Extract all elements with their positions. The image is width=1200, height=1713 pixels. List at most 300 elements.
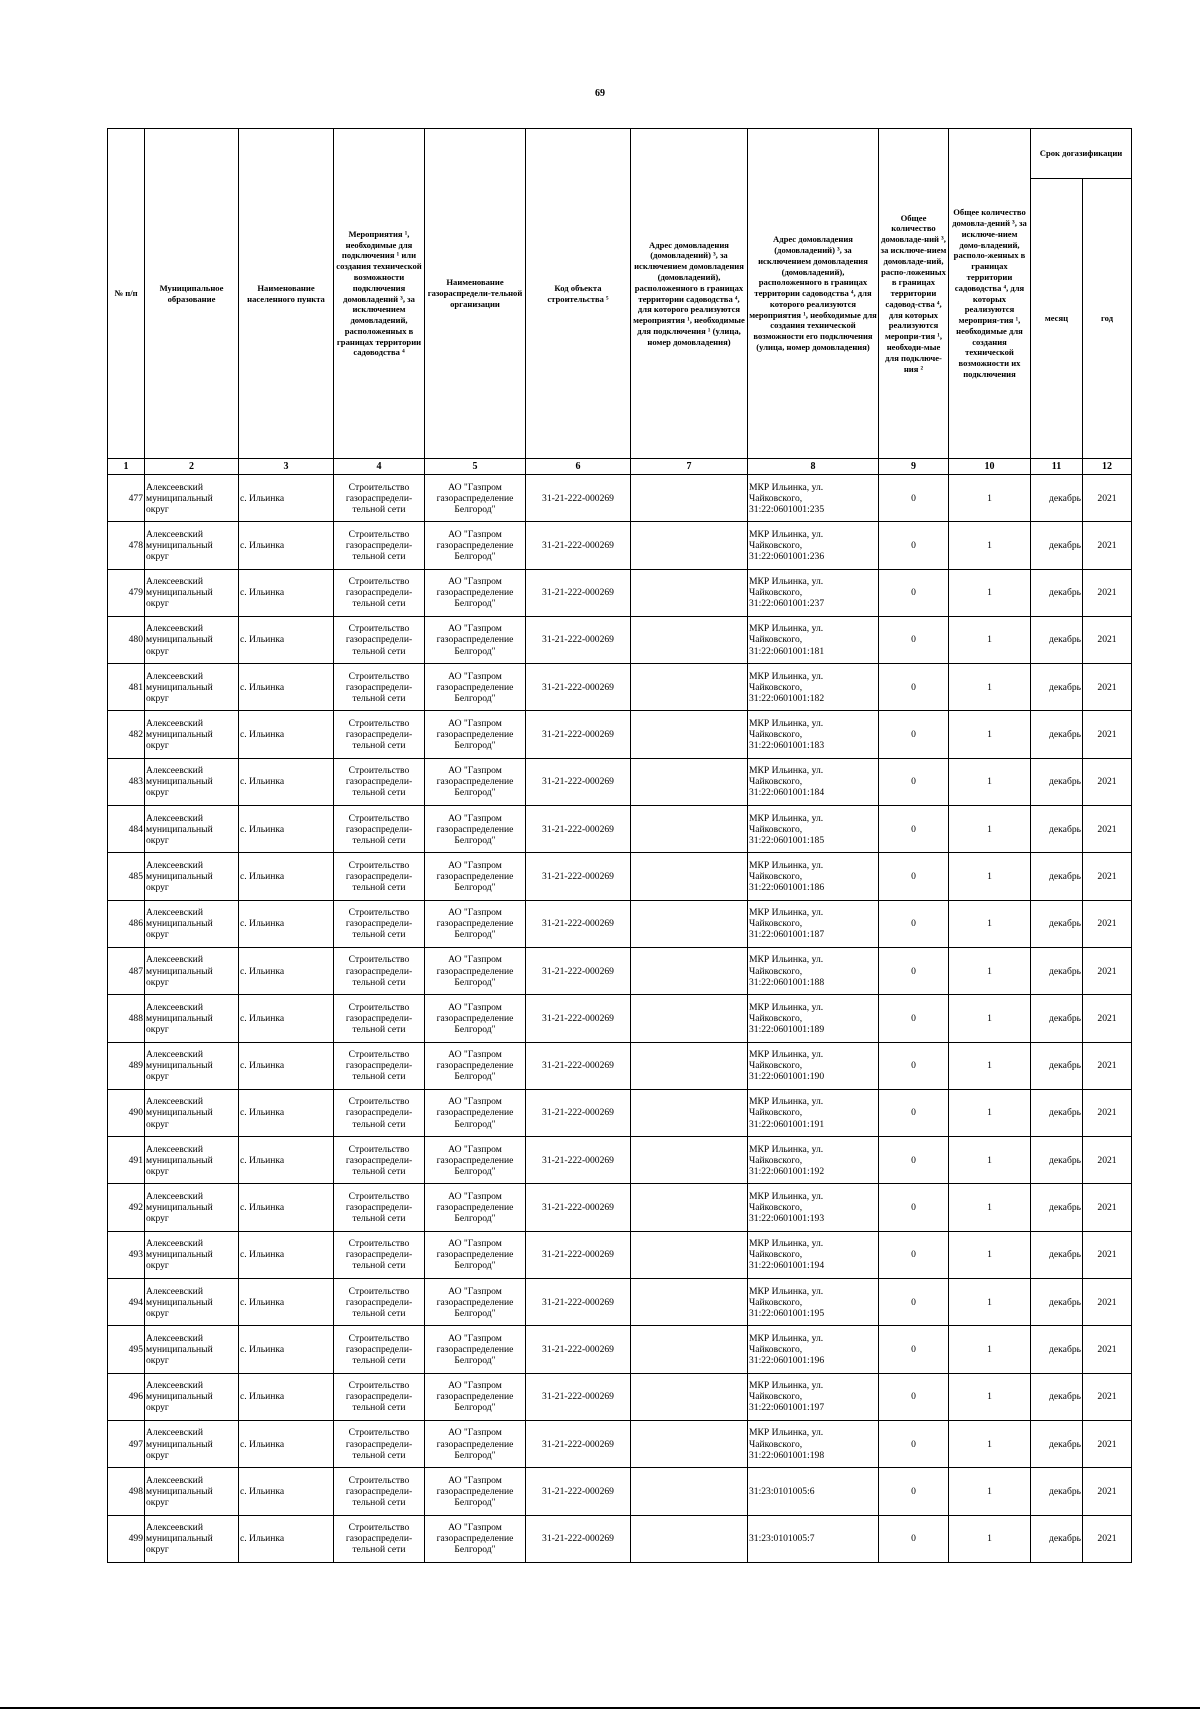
address-no-garden-cell (631, 1184, 748, 1231)
table-row (108, 1373, 1132, 1420)
count-no-garden-cell: 0 (879, 900, 949, 947)
gasification-table (107, 128, 1132, 1563)
municipality-cell: Алексеевский муниципальный округ (145, 475, 239, 522)
municipality-cell: Алексеевский муниципальный округ (145, 711, 239, 758)
row-number: 484 (108, 806, 145, 853)
count-no-garden-cell: 0 (879, 853, 949, 900)
address-garden-cell: МКР Ильинка, ул. Чайковского, 31:22:0601001:181 (748, 616, 879, 663)
count-garden-cell: 1 (949, 522, 1031, 569)
month-cell: декабрь (1031, 995, 1083, 1042)
address-garden-cell: МКР Ильинка, ул. Чайковского, 31:22:0601001:185 (748, 806, 879, 853)
gas-org-cell: АО "Газпром газораспределение Белгород" (425, 1373, 526, 1420)
address-garden-cell: МКР Ильинка, ул. Чайковского, 31:22:0601001:183 (748, 711, 879, 758)
column-number-row (108, 459, 1132, 475)
gas-org-cell: АО "Газпром газораспределение Белгород" (425, 664, 526, 711)
count-garden-cell: 1 (949, 1089, 1031, 1136)
object-code-cell: 31-21-222-000269 (526, 616, 631, 663)
gas-org-cell: АО "Газпром газораспределение Белгород" (425, 522, 526, 569)
table-row (108, 1515, 1132, 1562)
count-no-garden-cell: 0 (879, 1042, 949, 1089)
month-cell: декабрь (1031, 1420, 1083, 1467)
gas-org-cell: АО "Газпром газораспределение Белгород" (425, 1468, 526, 1515)
gas-org-cell: АО "Газпром газораспределение Белгород" (425, 711, 526, 758)
count-garden-cell: 1 (949, 616, 1031, 663)
month-cell: декабрь (1031, 1515, 1083, 1562)
settlement-cell: с. Ильинка (239, 806, 334, 853)
column-number: 10 (949, 459, 1031, 475)
municipality-cell: Алексеевский муниципальный округ (145, 1373, 239, 1420)
table-row (108, 664, 1132, 711)
count-no-garden-cell: 0 (879, 758, 949, 805)
settlement-cell: с. Ильинка (239, 947, 334, 994)
address-garden-cell: МКР Ильинка, ул. Чайковского, 31:22:0601001:198 (748, 1420, 879, 1467)
month-cell: декабрь (1031, 1326, 1083, 1373)
object-code-cell: 31-21-222-000269 (526, 1373, 631, 1420)
object-code-cell: 31-21-222-000269 (526, 522, 631, 569)
year-cell: 2021 (1083, 1420, 1132, 1467)
count-no-garden-cell: 0 (879, 806, 949, 853)
year-cell: 2021 (1083, 995, 1132, 1042)
address-no-garden-cell (631, 1468, 748, 1515)
municipality-cell: Алексеевский муниципальный округ (145, 522, 239, 569)
table-row (108, 806, 1132, 853)
activity-cell: Строительство газораспредели-тельной сети (334, 758, 425, 805)
address-garden-cell: МКР Ильинка, ул. Чайковского, 31:22:0601001:197 (748, 1373, 879, 1420)
table-body (108, 475, 1132, 1563)
table-row (108, 1231, 1132, 1278)
settlement-cell: с. Ильинка (239, 1184, 334, 1231)
table-row (108, 475, 1132, 522)
month-cell: декабрь (1031, 1468, 1083, 1515)
settlement-cell: с. Ильинка (239, 1326, 334, 1373)
address-no-garden-cell (631, 475, 748, 522)
address-garden-cell: МКР Ильинка, ул. Чайковского, 31:22:0601001:186 (748, 853, 879, 900)
gas-org-cell: АО "Газпром газораспределение Белгород" (425, 853, 526, 900)
year-cell: 2021 (1083, 1468, 1132, 1515)
table-row (108, 1326, 1132, 1373)
gas-org-cell: АО "Газпром газораспределение Белгород" (425, 758, 526, 805)
table-row (108, 569, 1132, 616)
municipality-cell: Алексеевский муниципальный округ (145, 1089, 239, 1136)
address-no-garden-cell (631, 995, 748, 1042)
column-number: 9 (879, 459, 949, 475)
municipality-cell: Алексеевский муниципальный округ (145, 1420, 239, 1467)
activity-cell: Строительство газораспредели-тельной сети (334, 711, 425, 758)
address-no-garden-cell (631, 947, 748, 994)
gas-org-cell: АО "Газпром газораспределение Белгород" (425, 1089, 526, 1136)
address-garden-cell: 31:23:0101005:6 (748, 1468, 879, 1515)
gas-org-cell: АО "Газпром газораспределение Белгород" (425, 900, 526, 947)
activity-cell: Строительство газораспредели-тельной сети (334, 853, 425, 900)
activity-cell: Строительство газораспредели-тельной сети (334, 569, 425, 616)
activity-cell: Строительство газораспредели-тельной сети (334, 1042, 425, 1089)
activity-cell: Строительство газораспредели-тельной сети (334, 1515, 425, 1562)
municipality-cell: Алексеевский муниципальный округ (145, 1468, 239, 1515)
year-cell: 2021 (1083, 1184, 1132, 1231)
address-garden-cell: МКР Ильинка, ул. Чайковского, 31:22:0601001:196 (748, 1326, 879, 1373)
address-no-garden-cell (631, 1326, 748, 1373)
count-no-garden-cell: 0 (879, 1515, 949, 1562)
header-term: Срок догазификации (1031, 129, 1132, 179)
object-code-cell: 31-21-222-000269 (526, 1137, 631, 1184)
header-activity: Мероприятия ¹, необходимые для подключения ¹ или создания технической возможности подключения домовладений ³, за исключением домовладений, расположенных в границах территории садоводства ⁴ (334, 129, 425, 459)
municipality-cell: Алексеевский муниципальный округ (145, 947, 239, 994)
row-number: 494 (108, 1279, 145, 1326)
column-number: 3 (239, 459, 334, 475)
month-cell: декабрь (1031, 616, 1083, 663)
address-garden-cell: МКР Ильинка, ул. Чайковского, 31:22:0601001:188 (748, 947, 879, 994)
table-row (108, 1137, 1132, 1184)
count-no-garden-cell: 0 (879, 1373, 949, 1420)
table-row (108, 947, 1132, 994)
count-no-garden-cell: 0 (879, 616, 949, 663)
header-count-no-garden: Общее количество домовладе-ний ³, за исключе-нием домовладе-ний, распо-ложенных в границах территории садовод-ства ⁴, для которых реализуются меропри-тия ¹, необходи-мые для подключе-ния ² (879, 129, 949, 459)
address-garden-cell: МКР Ильинка, ул. Чайковского, 31:22:0601001:194 (748, 1231, 879, 1278)
gas-org-cell: АО "Газпром газораспределение Белгород" (425, 1326, 526, 1373)
count-garden-cell: 1 (949, 1184, 1031, 1231)
municipality-cell: Алексеевский муниципальный округ (145, 1231, 239, 1278)
year-cell: 2021 (1083, 569, 1132, 616)
gas-org-cell: АО "Газпром газораспределение Белгород" (425, 995, 526, 1042)
month-cell: декабрь (1031, 475, 1083, 522)
year-cell: 2021 (1083, 664, 1132, 711)
address-no-garden-cell (631, 664, 748, 711)
address-garden-cell: МКР Ильинка, ул. Чайковского, 31:22:0601001:236 (748, 522, 879, 569)
month-cell: декабрь (1031, 522, 1083, 569)
count-garden-cell: 1 (949, 995, 1031, 1042)
gas-org-cell: АО "Газпром газораспределение Белгород" (425, 1515, 526, 1562)
row-number: 478 (108, 522, 145, 569)
object-code-cell: 31-21-222-000269 (526, 947, 631, 994)
count-garden-cell: 1 (949, 900, 1031, 947)
object-code-cell: 31-21-222-000269 (526, 664, 631, 711)
object-code-cell: 31-21-222-000269 (526, 711, 631, 758)
year-cell: 2021 (1083, 1042, 1132, 1089)
year-cell: 2021 (1083, 616, 1132, 663)
count-garden-cell: 1 (949, 1373, 1031, 1420)
municipality-cell: Алексеевский муниципальный округ (145, 1042, 239, 1089)
table-row (108, 1420, 1132, 1467)
year-cell: 2021 (1083, 1279, 1132, 1326)
count-garden-cell: 1 (949, 1515, 1031, 1562)
row-number: 488 (108, 995, 145, 1042)
municipality-cell: Алексеевский муниципальный округ (145, 1279, 239, 1326)
count-garden-cell: 1 (949, 1137, 1031, 1184)
count-garden-cell: 1 (949, 1042, 1031, 1089)
month-cell: декабрь (1031, 1184, 1083, 1231)
address-no-garden-cell (631, 1089, 748, 1136)
settlement-cell: с. Ильинка (239, 995, 334, 1042)
activity-cell: Строительство газораспредели-тельной сети (334, 1326, 425, 1373)
month-cell: декабрь (1031, 900, 1083, 947)
count-garden-cell: 1 (949, 853, 1031, 900)
year-cell: 2021 (1083, 758, 1132, 805)
address-no-garden-cell (631, 1279, 748, 1326)
count-garden-cell: 1 (949, 475, 1031, 522)
address-garden-cell: МКР Ильинка, ул. Чайковского, 31:22:0601001:191 (748, 1089, 879, 1136)
row-number: 493 (108, 1231, 145, 1278)
gas-org-cell: АО "Газпром газораспределение Белгород" (425, 1184, 526, 1231)
settlement-cell: с. Ильинка (239, 758, 334, 805)
month-cell: декабрь (1031, 853, 1083, 900)
activity-cell: Строительство газораспредели-тельной сети (334, 1420, 425, 1467)
row-number: 499 (108, 1515, 145, 1562)
address-no-garden-cell (631, 1515, 748, 1562)
table-row (108, 995, 1132, 1042)
year-cell: 2021 (1083, 1089, 1132, 1136)
count-no-garden-cell: 0 (879, 664, 949, 711)
object-code-cell: 31-21-222-000269 (526, 569, 631, 616)
count-no-garden-cell: 0 (879, 569, 949, 616)
year-cell: 2021 (1083, 1373, 1132, 1420)
gas-org-cell: АО "Газпром газораспределение Белгород" (425, 1279, 526, 1326)
gas-org-cell: АО "Газпром газораспределение Белгород" (425, 947, 526, 994)
address-no-garden-cell (631, 1231, 748, 1278)
header-settlement: Наименование населенного пункта (239, 129, 334, 459)
address-no-garden-cell (631, 1373, 748, 1420)
column-number: 2 (145, 459, 239, 475)
table-row (108, 616, 1132, 663)
column-number: 7 (631, 459, 748, 475)
address-garden-cell: МКР Ильинка, ул. Чайковского, 31:22:0601001:182 (748, 664, 879, 711)
page-number: 69 (595, 88, 605, 99)
municipality-cell: Алексеевский муниципальный округ (145, 900, 239, 947)
header-count-garden: Общее количество домовла-дений ³, за исключе-нием домо-владений, располо-женных в границах территории садоводства ⁴, для которых реализуются мероприя-тия ¹, необходимые для создания технической возможности их подключения (949, 129, 1031, 459)
object-code-cell: 31-21-222-000269 (526, 853, 631, 900)
year-cell: 2021 (1083, 522, 1132, 569)
table-row (108, 1279, 1132, 1326)
settlement-cell: с. Ильинка (239, 853, 334, 900)
object-code-cell: 31-21-222-000269 (526, 806, 631, 853)
address-no-garden-cell (631, 569, 748, 616)
object-code-cell: 31-21-222-000269 (526, 1468, 631, 1515)
table-row (108, 1184, 1132, 1231)
settlement-cell: с. Ильинка (239, 1089, 334, 1136)
settlement-cell: с. Ильинка (239, 569, 334, 616)
row-number: 495 (108, 1326, 145, 1373)
settlement-cell: с. Ильинка (239, 1231, 334, 1278)
activity-cell: Строительство газораспредели-тельной сети (334, 806, 425, 853)
row-number: 490 (108, 1089, 145, 1136)
month-cell: декабрь (1031, 1231, 1083, 1278)
year-cell: 2021 (1083, 1231, 1132, 1278)
month-cell: декабрь (1031, 569, 1083, 616)
count-no-garden-cell: 0 (879, 1279, 949, 1326)
settlement-cell: с. Ильинка (239, 1515, 334, 1562)
month-cell: декабрь (1031, 1373, 1083, 1420)
row-number: 491 (108, 1137, 145, 1184)
header-year: год (1083, 179, 1132, 459)
month-cell: декабрь (1031, 806, 1083, 853)
activity-cell: Строительство газораспредели-тельной сети (334, 522, 425, 569)
row-number: 482 (108, 711, 145, 758)
municipality-cell: Алексеевский муниципальный округ (145, 1515, 239, 1562)
count-no-garden-cell: 0 (879, 1326, 949, 1373)
table-row (108, 853, 1132, 900)
month-cell: декабрь (1031, 664, 1083, 711)
column-number: 8 (748, 459, 879, 475)
address-no-garden-cell (631, 758, 748, 805)
activity-cell: Строительство газораспредели-тельной сети (334, 1373, 425, 1420)
address-garden-cell: МКР Ильинка, ул. Чайковского, 31:22:0601001:184 (748, 758, 879, 805)
column-number: 11 (1031, 459, 1083, 475)
activity-cell: Строительство газораспредели-тельной сети (334, 475, 425, 522)
year-cell: 2021 (1083, 475, 1132, 522)
month-cell: декабрь (1031, 1089, 1083, 1136)
activity-cell: Строительство газораспредели-тельной сети (334, 995, 425, 1042)
gas-org-cell: АО "Газпром газораспределение Белгород" (425, 1231, 526, 1278)
activity-cell: Строительство газораспредели-тельной сети (334, 616, 425, 663)
column-number: 12 (1083, 459, 1132, 475)
settlement-cell: с. Ильинка (239, 475, 334, 522)
column-number: 6 (526, 459, 631, 475)
address-no-garden-cell (631, 1137, 748, 1184)
header-object-code: Код объекта строительства ⁵ (526, 129, 631, 459)
settlement-cell: с. Ильинка (239, 1279, 334, 1326)
object-code-cell: 31-21-222-000269 (526, 1326, 631, 1373)
count-no-garden-cell: 0 (879, 995, 949, 1042)
municipality-cell: Алексеевский муниципальный округ (145, 806, 239, 853)
municipality-cell: Алексеевский муниципальный округ (145, 853, 239, 900)
gas-org-cell: АО "Газпром газораспределение Белгород" (425, 806, 526, 853)
object-code-cell: 31-21-222-000269 (526, 1089, 631, 1136)
gas-org-cell: АО "Газпром газораспределение Белгород" (425, 1420, 526, 1467)
object-code-cell: 31-21-222-000269 (526, 758, 631, 805)
year-cell: 2021 (1083, 806, 1132, 853)
address-no-garden-cell (631, 806, 748, 853)
column-number: 1 (108, 459, 145, 475)
year-cell: 2021 (1083, 1326, 1132, 1373)
gas-org-cell: АО "Газпром газораспределение Белгород" (425, 1137, 526, 1184)
column-number: 4 (334, 459, 425, 475)
count-garden-cell: 1 (949, 947, 1031, 994)
count-garden-cell: 1 (949, 1468, 1031, 1515)
activity-cell: Строительство газораспредели-тельной сети (334, 947, 425, 994)
year-cell: 2021 (1083, 947, 1132, 994)
activity-cell: Строительство газораспредели-тельной сети (334, 1231, 425, 1278)
municipality-cell: Алексеевский муниципальный округ (145, 1326, 239, 1373)
year-cell: 2021 (1083, 1515, 1132, 1562)
address-garden-cell: МКР Ильинка, ул. Чайковского, 31:22:0601001:235 (748, 475, 879, 522)
settlement-cell: с. Ильинка (239, 900, 334, 947)
address-garden-cell: МКР Ильинка, ул. Чайковского, 31:22:0601001:192 (748, 1137, 879, 1184)
activity-cell: Строительство газораспредели-тельной сети (334, 1137, 425, 1184)
count-garden-cell: 1 (949, 1326, 1031, 1373)
table-row (108, 758, 1132, 805)
municipality-cell: Алексеевский муниципальный округ (145, 1137, 239, 1184)
count-no-garden-cell: 0 (879, 522, 949, 569)
address-garden-cell: МКР Ильинка, ул. Чайковского, 31:22:0601001:187 (748, 900, 879, 947)
object-code-cell: 31-21-222-000269 (526, 1184, 631, 1231)
count-no-garden-cell: 0 (879, 475, 949, 522)
settlement-cell: с. Ильинка (239, 1468, 334, 1515)
count-garden-cell: 1 (949, 758, 1031, 805)
activity-cell: Строительство газораспредели-тельной сети (334, 1468, 425, 1515)
row-number: 486 (108, 900, 145, 947)
address-no-garden-cell (631, 711, 748, 758)
address-no-garden-cell (631, 900, 748, 947)
settlement-cell: с. Ильинка (239, 616, 334, 663)
count-no-garden-cell: 0 (879, 1420, 949, 1467)
row-number: 489 (108, 1042, 145, 1089)
count-garden-cell: 1 (949, 1279, 1031, 1326)
table-row (108, 1042, 1132, 1089)
address-garden-cell: МКР Ильинка, ул. Чайковского, 31:22:0601001:189 (748, 995, 879, 1042)
address-garden-cell: МКР Ильинка, ул. Чайковского, 31:22:0601001:190 (748, 1042, 879, 1089)
row-number: 480 (108, 616, 145, 663)
address-no-garden-cell (631, 522, 748, 569)
municipality-cell: Алексеевский муниципальный округ (145, 995, 239, 1042)
year-cell: 2021 (1083, 900, 1132, 947)
object-code-cell: 31-21-222-000269 (526, 1515, 631, 1562)
gas-org-cell: АО "Газпром газораспределение Белгород" (425, 616, 526, 663)
month-cell: декабрь (1031, 947, 1083, 994)
count-no-garden-cell: 0 (879, 1184, 949, 1231)
month-cell: декабрь (1031, 1042, 1083, 1089)
settlement-cell: с. Ильинка (239, 711, 334, 758)
activity-cell: Строительство газораспредели-тельной сети (334, 664, 425, 711)
object-code-cell: 31-21-222-000269 (526, 995, 631, 1042)
count-garden-cell: 1 (949, 711, 1031, 758)
address-garden-cell: 31:23:0101005:7 (748, 1515, 879, 1562)
row-number: 477 (108, 475, 145, 522)
address-garden-cell: МКР Ильинка, ул. Чайковского, 31:22:0601001:237 (748, 569, 879, 616)
object-code-cell: 31-21-222-000269 (526, 1231, 631, 1278)
object-code-cell: 31-21-222-000269 (526, 1279, 631, 1326)
count-no-garden-cell: 0 (879, 1468, 949, 1515)
settlement-cell: с. Ильинка (239, 1137, 334, 1184)
settlement-cell: с. Ильинка (239, 1042, 334, 1089)
header-address-garden: Адрес домовладения (домовладений) ³, за исключением домовладения (домовладений), расположенного в границах территории садоводства ⁴, для которого реализуются мероприятия ¹, необходимые для создания технической возможности его подключения (улица, номер домовладения) (748, 129, 879, 459)
address-no-garden-cell (631, 1420, 748, 1467)
activity-cell: Строительство газораспредели-тельной сети (334, 1279, 425, 1326)
column-number: 5 (425, 459, 526, 475)
address-garden-cell: МКР Ильинка, ул. Чайковского, 31:22:0601001:195 (748, 1279, 879, 1326)
row-number: 497 (108, 1420, 145, 1467)
activity-cell: Строительство газораспредели-тельной сети (334, 1184, 425, 1231)
table-row (108, 1468, 1132, 1515)
month-cell: декабрь (1031, 1137, 1083, 1184)
month-cell: декабрь (1031, 1279, 1083, 1326)
row-number: 483 (108, 758, 145, 805)
activity-cell: Строительство газораспредели-тельной сети (334, 1089, 425, 1136)
header-municipality: Муниципальное образование (145, 129, 239, 459)
settlement-cell: с. Ильинка (239, 1420, 334, 1467)
count-no-garden-cell: 0 (879, 711, 949, 758)
table-row (108, 900, 1132, 947)
count-garden-cell: 1 (949, 806, 1031, 853)
address-no-garden-cell (631, 1042, 748, 1089)
row-number: 487 (108, 947, 145, 994)
month-cell: декабрь (1031, 711, 1083, 758)
row-number: 485 (108, 853, 145, 900)
row-number: 498 (108, 1468, 145, 1515)
object-code-cell: 31-21-222-000269 (526, 1042, 631, 1089)
year-cell: 2021 (1083, 853, 1132, 900)
table-row (108, 1089, 1132, 1136)
header-no: № п/п (108, 129, 145, 459)
row-number: 496 (108, 1373, 145, 1420)
header-gas-org: Наименование газораспредели-тельной организации (425, 129, 526, 459)
month-cell: декабрь (1031, 758, 1083, 805)
gas-org-cell: АО "Газпром газораспределение Белгород" (425, 475, 526, 522)
address-garden-cell: МКР Ильинка, ул. Чайковского, 31:22:0601001:193 (748, 1184, 879, 1231)
gas-org-cell: АО "Газпром газораспределение Белгород" (425, 569, 526, 616)
table-row (108, 711, 1132, 758)
settlement-cell: с. Ильинка (239, 1373, 334, 1420)
table-row (108, 522, 1132, 569)
bottom-rule (0, 1707, 1200, 1709)
